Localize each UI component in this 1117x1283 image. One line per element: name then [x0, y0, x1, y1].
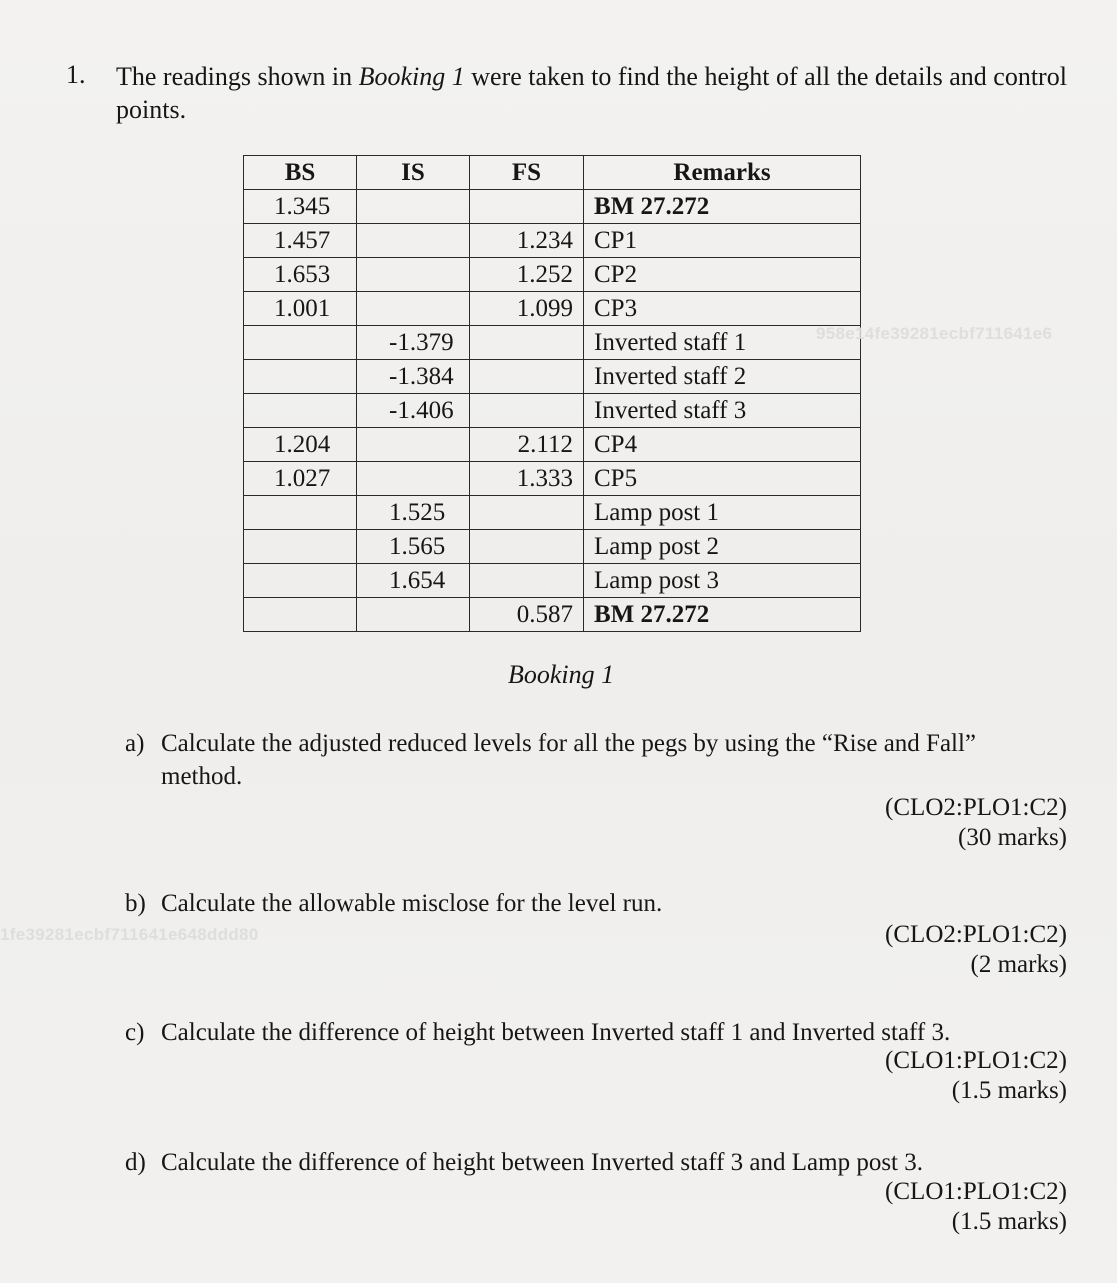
cell-is-value: 1.654: [389, 567, 446, 594]
intro-text-before: The readings shown in: [116, 62, 359, 91]
cell-is-value: [367, 193, 389, 220]
cell-is: [357, 258, 470, 292]
cell-is: [357, 428, 470, 462]
cell-bs-value: [254, 499, 274, 526]
table-row: [244, 564, 861, 598]
cell-fs-value: 1.252: [516, 261, 573, 288]
cell-bs: [244, 258, 357, 292]
cell-fs: [470, 530, 584, 564]
table-row: [244, 360, 861, 394]
part-b: [125, 887, 662, 920]
cell-fs: [470, 564, 584, 598]
cell-is: [357, 496, 470, 530]
cell-bs: [244, 292, 357, 326]
table-row: [244, 496, 861, 530]
cell-bs-value: 1.027: [274, 465, 331, 492]
header-fs: FS: [470, 156, 584, 190]
cell-remarks: [584, 360, 861, 394]
watermark: 958e14fe39281ecbf711641e6: [816, 324, 1053, 343]
cell-is-value: [367, 431, 389, 458]
cell-remarks: [584, 394, 861, 428]
cell-is-value: [367, 227, 389, 254]
cell-remarks-value: Lamp post 3: [594, 567, 719, 594]
cell-bs: [244, 224, 357, 258]
part-a-label: a): [125, 730, 145, 757]
cell-remarks-value: BM 27.272: [594, 601, 710, 628]
table-row: [244, 598, 861, 632]
table-row: [244, 190, 861, 224]
cell-remarks: [584, 530, 861, 564]
cell-remarks: [584, 496, 861, 530]
cell-is-value: [367, 465, 389, 492]
part-c-clo: (CLO1:PLO1:C2): [885, 1047, 1067, 1074]
watermark: 1fe39281ecbf711641e648ddd80: [0, 925, 259, 944]
cell-is-value: -1.384: [389, 363, 454, 390]
table-body: [244, 190, 861, 632]
cell-fs: [470, 428, 584, 462]
part-d-mark-value: (1.5 marks): [951, 1208, 1067, 1235]
cell-remarks: [584, 258, 861, 292]
part-c-text: Calculate the difference of height between Inverted staff 1 and Inverted staff 3.: [161, 1019, 951, 1046]
cell-remarks: [584, 598, 861, 632]
part-c-marks: [885, 1046, 1067, 1106]
cell-is-value: -1.406: [389, 397, 454, 424]
table-row: [244, 258, 861, 292]
part-a-text: Calculate the adjusted reduced levels for all the pegs by using the “Rise and Fall” method.: [161, 730, 977, 790]
cell-remarks-value: Inverted staff 2: [594, 363, 747, 390]
cell-fs-value: 1.234: [516, 227, 573, 254]
part-d: [125, 1146, 923, 1179]
part-c-mark-value: (1.5 marks): [951, 1077, 1067, 1104]
question-intro: [116, 60, 1076, 126]
cell-is-value: [367, 601, 389, 628]
cell-fs: [470, 598, 584, 632]
cell-bs-value: [254, 567, 274, 594]
cell-bs-value: 1.001: [274, 295, 331, 322]
part-a-clo: (CLO2:PLO1:C2): [885, 794, 1067, 821]
cell-fs: [470, 394, 584, 428]
cell-remarks-value: CP3: [594, 295, 638, 322]
cell-remarks-value: Inverted staff 3: [594, 397, 747, 424]
cell-bs: [244, 360, 357, 394]
cell-fs-value: 2.112: [517, 431, 573, 458]
cell-remarks-value: CP1: [594, 227, 638, 254]
cell-is: [357, 190, 470, 224]
cell-fs: [470, 462, 584, 496]
cell-fs: [470, 360, 584, 394]
part-a-mark-value: (30 marks): [958, 824, 1067, 851]
cell-bs-value: 1.204: [274, 431, 331, 458]
header-remarks: Remarks: [584, 156, 861, 190]
part-b-mark-value: (2 marks): [970, 951, 1067, 978]
part-d-marks: [885, 1177, 1067, 1237]
part-d-text: Calculate the difference of height between Inverted staff 3 and Lamp post 3.: [161, 1149, 923, 1176]
header-is: IS: [357, 156, 470, 190]
part-b-clo: (CLO2:PLO1:C2): [885, 921, 1067, 948]
cell-fs: [470, 258, 584, 292]
booking-table: [243, 155, 861, 632]
cell-remarks-value: Lamp post 1: [594, 499, 719, 526]
cell-bs-value: [254, 533, 274, 560]
cell-fs-value: 1.099: [516, 295, 573, 322]
cell-bs-value: [254, 601, 274, 628]
cell-is: [357, 360, 470, 394]
table-header-row: [244, 156, 861, 190]
table-row: [244, 462, 861, 496]
cell-bs-value: 1.345: [274, 193, 331, 220]
cell-is-value: [367, 295, 389, 322]
cell-bs: [244, 326, 357, 360]
intro-booking-ref: Booking 1: [358, 62, 465, 91]
cell-is: [357, 292, 470, 326]
table-row: [244, 224, 861, 258]
part-d-label: d): [125, 1149, 146, 1176]
cell-fs-value: 1.333: [516, 465, 573, 492]
cell-bs: [244, 598, 357, 632]
cell-is: [357, 564, 470, 598]
cell-remarks-value: BM 27.272: [594, 193, 710, 220]
cell-remarks: [584, 190, 861, 224]
header-bs: BS: [244, 156, 357, 190]
cell-bs: [244, 394, 357, 428]
cell-bs: [244, 428, 357, 462]
part-b-text: Calculate the allowable misclose for the level run.: [161, 890, 663, 917]
cell-remarks: [584, 564, 861, 598]
cell-bs: [244, 190, 357, 224]
cell-is-value: 1.525: [389, 499, 446, 526]
cell-fs: [470, 326, 584, 360]
cell-remarks-value: Lamp post 2: [594, 533, 719, 560]
cell-bs: [244, 496, 357, 530]
cell-is: [357, 394, 470, 428]
cell-is: [357, 598, 470, 632]
table-caption: Booking 1: [508, 660, 615, 689]
cell-fs: [470, 190, 584, 224]
cell-is-value: [367, 261, 389, 288]
table-row: [244, 530, 861, 564]
cell-bs-value: [254, 363, 274, 390]
part-d-clo: (CLO1:PLO1:C2): [885, 1178, 1067, 1205]
intro-text-after: were taken to find the height of all the details and control points.: [116, 62, 1067, 124]
cell-is: [357, 326, 470, 360]
cell-bs-value: 1.653: [274, 261, 331, 288]
cell-fs-value: 0.587: [516, 601, 573, 628]
cell-bs-value: [254, 329, 274, 356]
cell-remarks-value: CP4: [594, 431, 638, 458]
cell-bs: [244, 564, 357, 598]
part-c-label: c): [125, 1019, 145, 1046]
cell-bs-value: 1.457: [274, 227, 331, 254]
cell-fs: [470, 292, 584, 326]
question-number: 1.: [66, 60, 86, 89]
cell-remarks-value: Inverted staff 1: [594, 329, 747, 356]
part-a: [125, 727, 1045, 793]
cell-bs: [244, 462, 357, 496]
part-b-marks: [885, 920, 1067, 980]
cell-bs: [244, 530, 357, 564]
cell-fs: [470, 224, 584, 258]
table-row: [244, 428, 861, 462]
table-row: [244, 326, 861, 360]
cell-remarks: [584, 224, 861, 258]
cell-is: [357, 224, 470, 258]
cell-remarks: [584, 462, 861, 496]
table-row: [244, 292, 861, 326]
cell-remarks-value: CP2: [594, 261, 638, 288]
cell-fs: [470, 496, 584, 530]
cell-remarks: [584, 428, 861, 462]
cell-remarks-value: CP5: [594, 465, 638, 492]
cell-is: [357, 530, 470, 564]
cell-remarks: [584, 292, 861, 326]
part-c: [125, 1016, 950, 1049]
table-row: [244, 394, 861, 428]
cell-bs-value: [254, 397, 274, 424]
part-a-marks: [885, 793, 1067, 853]
part-b-label: b): [125, 890, 146, 917]
cell-is-value: 1.565: [389, 533, 446, 560]
cell-is-value: -1.379: [389, 329, 454, 356]
cell-is: [357, 462, 470, 496]
